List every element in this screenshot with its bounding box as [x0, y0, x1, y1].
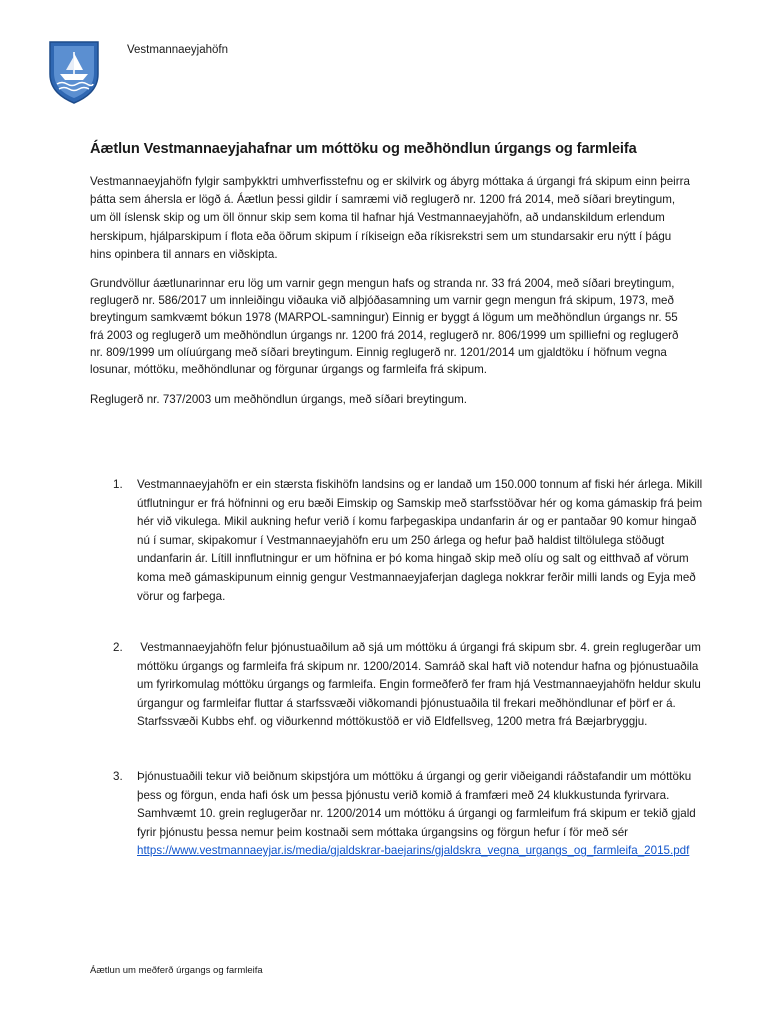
- item-number: 2.: [113, 641, 123, 654]
- harbour-crest-logo: [48, 40, 100, 104]
- item-text-content: Vestmannaeyjahöfn felur þjónustuaðilum að sjá um móttöku á úrgangi frá skipum sbr. 4. grein reglugerðar um móttöku úrgangs og farmleifa frá skipum nr. 1200/2014. Samráð skal haft við notendur hafna og þjónustuaðila um fyrirkomulag móttöku úrgangs og farmleifa. Engin formeðferð fer fram hjá Vestmannaeyjahöfn heldur skulu úrgangur og farmleifar fluttar á starfssvæði viðkomandi þjónustuaðila til frekari meðhöndlunar ef þörf er á. Starfssvæði Kubbs ehf. og viðurkennd móttökustöð er við Eldfellsveg, 1200 metra frá Bæjarbryggju.: [137, 641, 701, 729]
- item-text: Vestmannaeyjahöfn er ein stærsta fiskihöfn landsins og er landað um 150.000 tonnum af fiski hér árlega. Mikill útflutningur er frá höfninni og eru bæði Eimskip og Samskip með starfsstöðvar hér og koma gámaskip frá þeim hér við vikulega. Mikil aukning hefur verið í komu farþegaskipa undanfarin ár og er pantaðar 90 komur hingað nú í sumar, skipakomur í Vestmannaeyjahöfn eru um 250 árlega og hefur það haldist tiltölulega stöðugt undanfarin ár. Lítill innflutningur er um höfnina er þó koma hingað skip með olíu og salt og eitthvað af vörum koma með gámaskipunum einnig gengur Vestmannaeyjaferjan daglega nokkrar ferðir milli lands og Eyja með vörur og farþega.: [137, 478, 703, 603]
- numbered-item-1: [113, 476, 703, 606]
- document-title: Áætlun Vestmannaeyjahafnar um móttöku og meðhöndlun úrgangs og farmleifa: [90, 141, 637, 157]
- legal-basis-extra-line: Reglugerð nr. 737/2003 um meðhöndlun úrgangs, með síðari breytingum.: [90, 393, 468, 406]
- item-body: [137, 768, 703, 861]
- page-footer: Áætlun um meðferð úrgangs og farmleifa: [90, 965, 263, 976]
- numbered-item-3: [113, 768, 703, 861]
- item-text: [137, 639, 703, 732]
- numbered-item-2: [113, 639, 703, 732]
- header-org-name: Vestmannaeyjahöfn: [127, 44, 229, 56]
- tariff-link[interactable]: https://www.vestmannaeyjar.is/media/gjaldskrar-baejarins/gjaldskra_vegna_urgangs_og_farmleifa_2015.pdf: [137, 844, 690, 858]
- intro-paragraph: Vestmannaeyjahöfn fylgir samþykktri umhverfisstefnu og er skilvirk og ábyrg móttaka á úrgangi frá skipum einn þeirra þátta sem áhersla er lögð á. Áætlun þessi gildir í samræmi við reglugerð nr. 1200 frá 2014, með síðari breytingum, um öll íslensk skip og um öll önnur skip sem koma til hafnar hjá Vestmannaeyjahöfn, að undanskildum erlendum herskipum, hjálparskipum í flota eða öðrum skipum í ríkiseign eða ríkisrekstri sem um stundarsakir eru nýtt í þágu hins opinbera til annars en viðskipta.: [90, 175, 690, 261]
- item-number: 3.: [113, 770, 123, 783]
- legal-basis-paragraph: Grundvöllur áætlunarinnar eru lög um varnir gegn mengun hafs og stranda nr. 33 frá 2004, með síðari breytingum, reglugerð nr. 586/2017 um innleiðingu viðauka við alþjóðasamning um varnir gegn mengun frá skipum, 1973, með breytingum samkvæmt bókun 1978 (MARPOL-samningur) Einnig er byggt á lögum um meðhöndlun úrgangs nr. 55 frá 2003 og reglugerð um meðhöndlun úrgangs nr. 1200 frá 2014, reglugerð nr. 806/1999 um spilliefni og reglugerð nr. 809/1999 um olíuúrgang með síðari breytingum. Einnig reglugerð nr. 1201/2014 um gjaldtöku í höfnum vegna losunar, móttöku, meðhöndlunar og förgunar úrgangs og farmleifa frá skipum.: [90, 277, 679, 377]
- item-number: 1.: [113, 478, 123, 491]
- item-text: Þjónustuaðili tekur við beiðnum skipstjóra um móttöku á úrgangi og gerir viðeigandi ráðstafandir um móttöku þess og förgun, enda hafi ósk um þessa þjónustu verið komið á framfæri með 24 klukkustunda fyrirvara. Samhvæmt 10. grein reglugerðar nr. 1200/2014 um móttöku á úrgangi og farmleifum frá skipum er tekið gjald fyrir þjónustu þessa nemur þeim kostnaði sem móttaka úrgangsins og förgun hefur í för með sér: [137, 770, 696, 839]
